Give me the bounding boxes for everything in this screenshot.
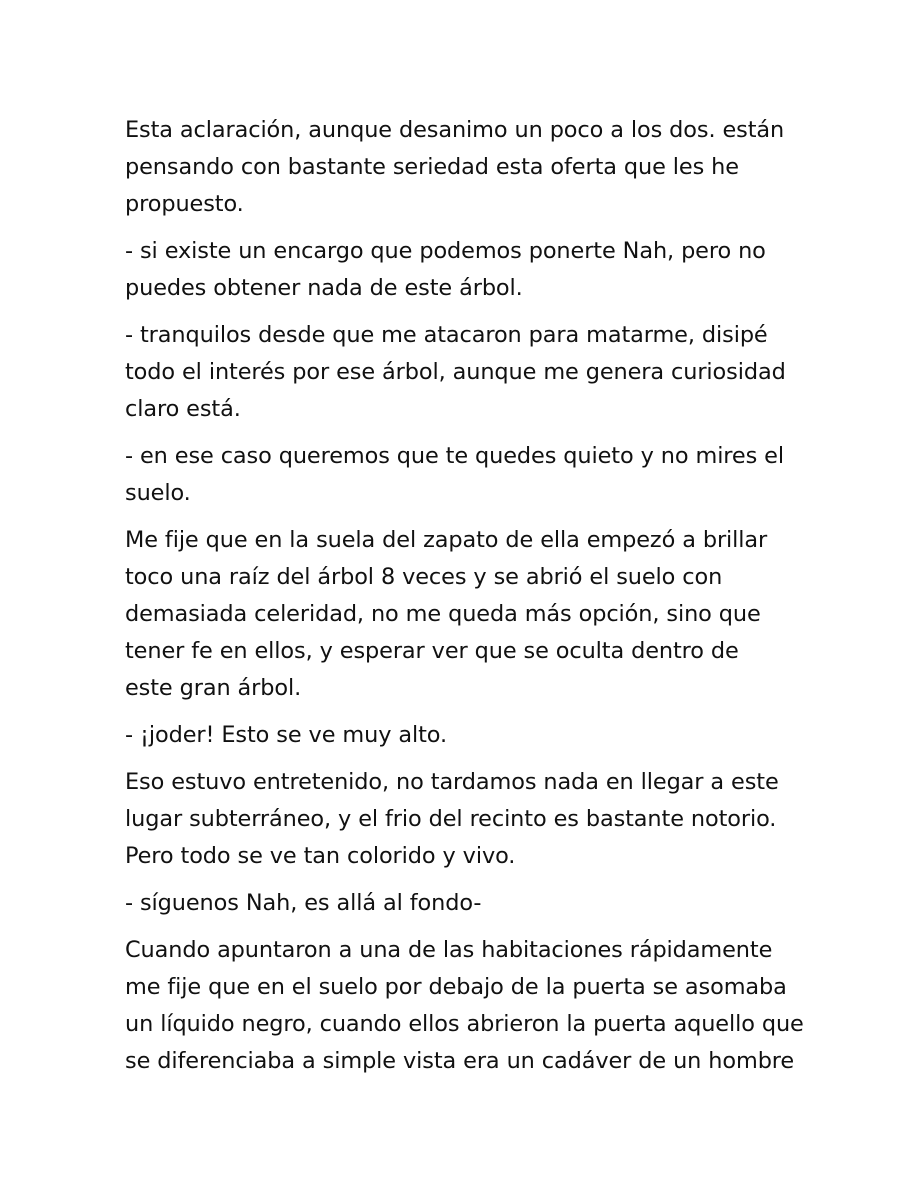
- paragraph: Cuando apuntaron a una de las habitaciones rápidamente me fije que en el suelo por debajo de la puerta se asomaba un líquido negro, cuando ellos abrieron la puerta aquello que se diferenciaba a simple vista era un cadáver de un hombre: [125, 937, 804, 1074]
- paragraph: Me fije que en la suela del zapato de ella empezó a brillar toco una raíz del árbol 8 veces y se abrió el suelo con demasiada celeridad, no me queda más opción, sino que tener fe en ellos, y esperar ver que se oculta dentro de este gran árbol.: [125, 527, 768, 701]
- paragraph: - ¡joder! Esto se ve muy alto.: [125, 722, 448, 748]
- paragraph: Eso estuvo entretenido, no tardamos nada en llegar a este lugar subterráneo, y el frio del recinto es bastante notorio. Pero todo se ve tan colorido y vivo.: [125, 769, 779, 869]
- paragraph: - síguenos Nah, es allá al fondo-: [125, 890, 482, 916]
- paragraph: - tranquilos desde que me atacaron para matarme, disipé todo el interés por ese árbol, aunque me genera curiosidad claro está.: [125, 322, 786, 422]
- paragraph: - en ese caso queremos que te quedes quieto y no mires el suelo.: [125, 443, 784, 506]
- paragraph: Esta aclaración, aunque desanimo un poco a los dos. están pensando con bastante seriedad esta oferta que les he propuesto.: [125, 117, 785, 217]
- paragraph: - si existe un encargo que podemos ponerte Nah, pero no puedes obtener nada de este árbol.: [125, 238, 766, 301]
